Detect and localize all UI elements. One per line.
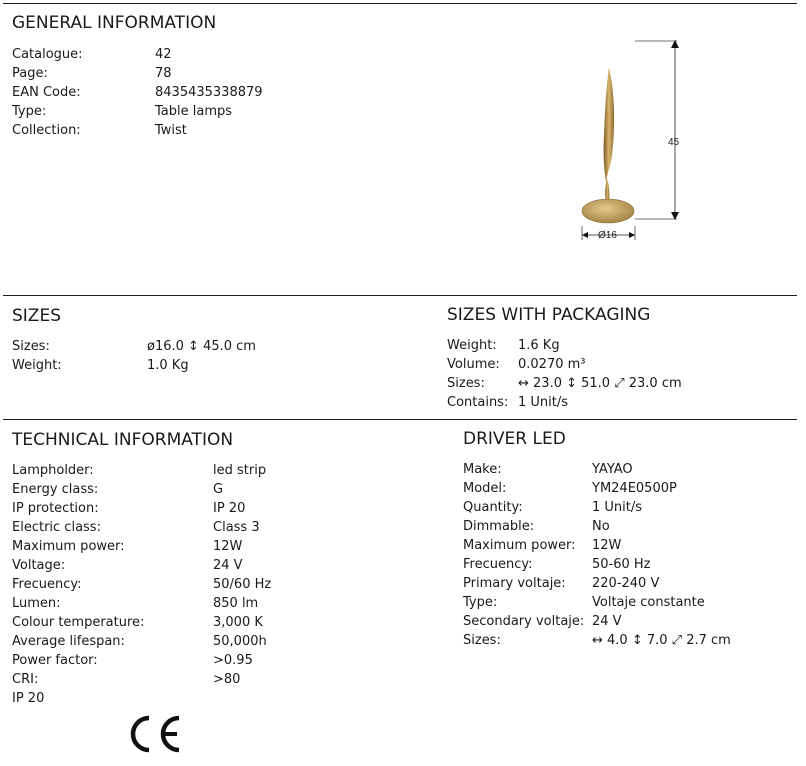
packaging-row-sizes: Sizes: ↔ 23.0 ↕ 51.0 ⤢ 23.0 cm (447, 376, 682, 391)
tech-row-lampholder: Lampholder: led strip (12, 463, 267, 478)
sizes-title: SIZES (12, 306, 61, 326)
height-dimension-label: 45 (668, 137, 680, 148)
driver-row-secondary-voltaje: Secondary voltaje: 24 V (463, 614, 622, 629)
packaging-row-volume: Volume: 0.0270 m³ (447, 357, 586, 372)
tech-row-power-factor: Power factor: >0.95 (12, 653, 253, 668)
section-divider-technical (3, 419, 797, 420)
lamp-base-shape (582, 199, 634, 223)
tech-row-electric-class: Electric class: Class 3 (12, 520, 260, 535)
technical-information-title: TECHNICAL INFORMATION (12, 430, 234, 450)
driver-row-dimmable: Dimmable: No (463, 519, 610, 534)
driver-row-primary-voltaje: Primary voltaje: 220-240 V (463, 576, 660, 591)
tech-row-lumen: Lumen: 850 lm (12, 596, 259, 611)
driver-row-type: Type: Voltaje constante (463, 595, 705, 610)
diameter-arrow-left-icon (582, 232, 588, 238)
packaging-list (447, 336, 787, 412)
driver-row-maximum-power: Maximum power: 12W (463, 538, 622, 553)
general-row-page: Page: 78 (12, 66, 172, 81)
packaging-row-contains: Contains: 1 Unit/s (447, 395, 569, 410)
tech-row-colour-temperature: Colour temperature: 3,000 K (12, 615, 263, 630)
tech-row-frecuency: Frecuency: 50/60 Hz (12, 577, 272, 592)
tech-row-average-lifespan: Average lifespan: 50,000h (12, 634, 267, 649)
tech-row-cri: CRI: >80 (12, 672, 241, 687)
general-information-list (12, 45, 372, 140)
driver-row-make: Make: YAYAO (463, 462, 633, 477)
packaging-row-weight: Weight: 1.6 Kg (447, 338, 560, 353)
sizes-row-weight: Weight: 1.0 Kg (12, 358, 189, 373)
tech-row-ip-20: IP 20 (12, 691, 45, 706)
diameter-arrow-right-icon (629, 232, 635, 238)
general-information-title: GENERAL INFORMATION (12, 13, 217, 33)
tech-row-voltage: Voltage: 24 V (12, 558, 243, 573)
top-divider (3, 3, 797, 4)
driver-row-quantity: Quantity: 1 Unit/s (463, 500, 643, 515)
diameter-dimension-label: Ø16 (598, 230, 617, 241)
driver-row-model: Model: YM24E0500P (463, 481, 677, 496)
general-row-collection: Collection: Twist (12, 123, 187, 138)
general-row-ean: EAN Code: 8435435338879 (12, 85, 263, 100)
packaging-title: SIZES WITH PACKAGING (447, 305, 651, 325)
sizes-row-dimensions: Sizes: ø16.0 ↕ 45.0 cm (12, 339, 256, 354)
technical-information-list (12, 461, 432, 708)
driver-led-title: DRIVER LED (463, 429, 566, 449)
driver-led-list (463, 460, 793, 650)
ce-mark-c-shape (133, 718, 149, 750)
tech-row-energy-class: Energy class: G (12, 482, 224, 497)
tech-row-ip-protection: IP protection: IP 20 (12, 501, 246, 516)
ce-mark-icon (128, 713, 184, 755)
sizes-list (12, 337, 412, 375)
section-divider-sizes (3, 295, 797, 296)
driver-row-sizes: Sizes: ↔ 4.0 ↕ 7.0 ⤢ 2.7 cm (463, 633, 731, 648)
tech-row-maximum-power: Maximum power: 12W (12, 539, 243, 554)
lamp-blade-shape (604, 67, 615, 182)
general-row-catalogue: Catalogue: 42 (12, 47, 172, 62)
driver-row-frecuency: Frecuency: 50-60 Hz (463, 557, 651, 572)
general-row-type: Type: Table lamps (12, 104, 233, 119)
lamp-dimension-drawing (560, 30, 710, 245)
